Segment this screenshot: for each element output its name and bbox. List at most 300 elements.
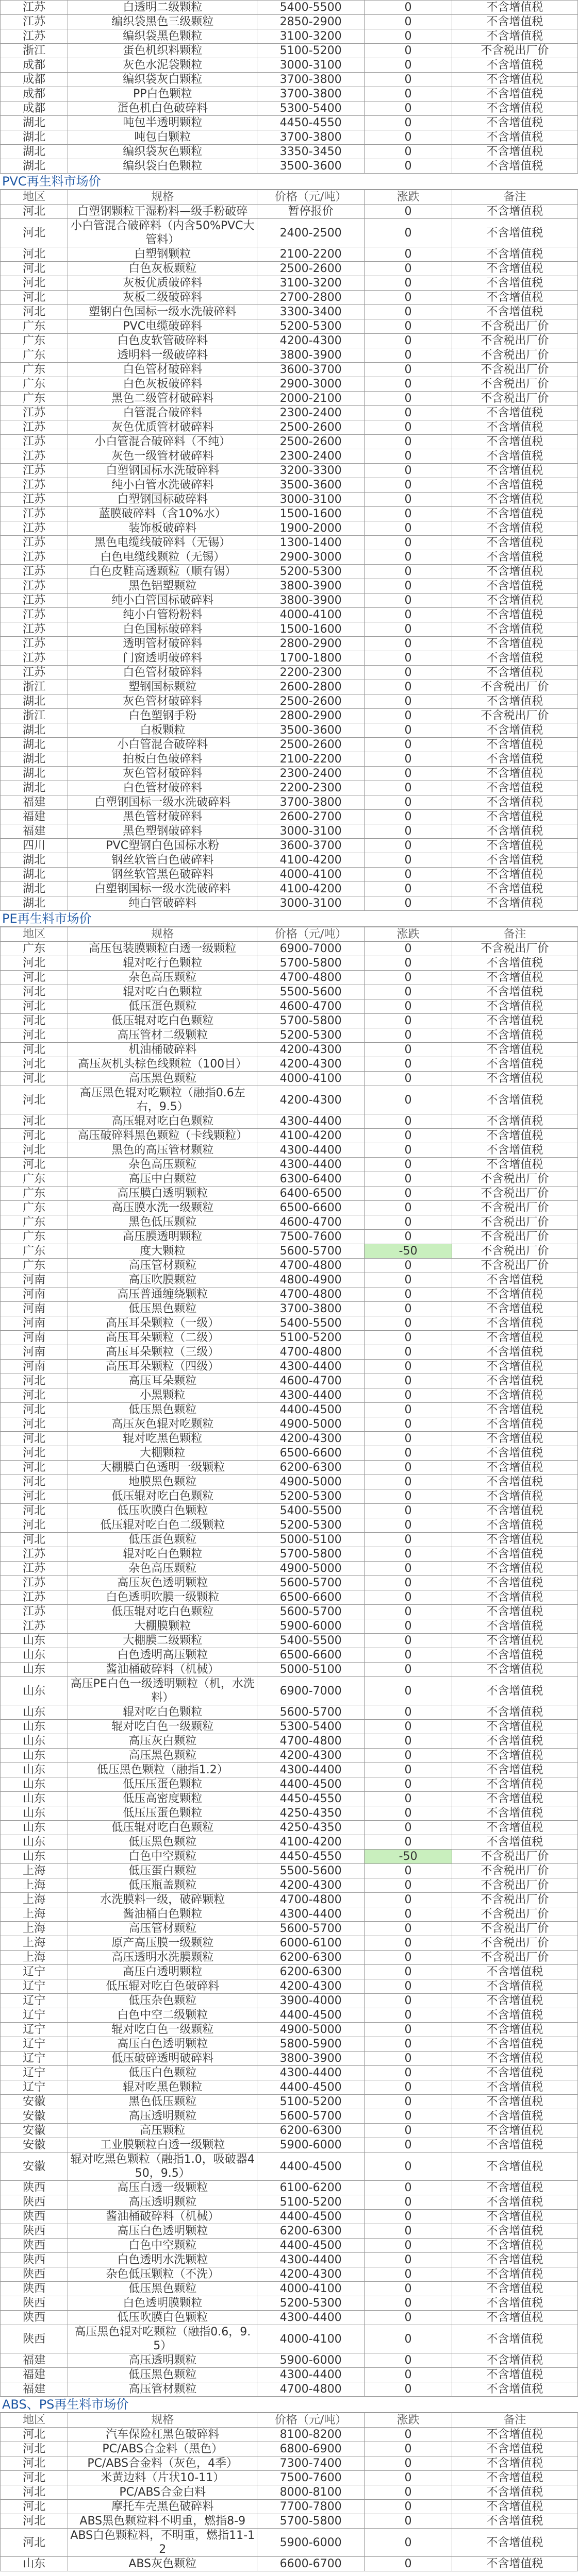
region-cell: 湖北	[1, 723, 68, 738]
change-cell: 0	[365, 130, 452, 145]
spec-cell: 低压辊对吃白色破碎料	[68, 1979, 257, 1994]
table-row	[1, 1979, 578, 1994]
spec-cell: 拍板白色破碎料	[68, 752, 257, 767]
table-row	[1, 1230, 578, 1244]
region-cell: 江苏	[1, 608, 68, 622]
remark-cell: 不含增值税	[452, 2456, 577, 2471]
price-section	[0, 174, 578, 911]
table-row	[1, 1345, 578, 1360]
region-cell: 成都	[1, 58, 68, 73]
table-row	[1, 723, 578, 738]
region-cell: 湖北	[1, 781, 68, 795]
spec-cell: 门窗透明破碎料	[68, 651, 257, 666]
spec-cell: 高压白色透明颗粒	[68, 2224, 257, 2239]
remark-cell: 不含增值税	[452, 868, 577, 882]
spec-cell: 塑钢国标颗粒	[68, 680, 257, 694]
price-cell: 3800-3900	[257, 2052, 365, 2066]
region-cell: 福建	[1, 2382, 68, 2397]
table-row	[1, 839, 578, 853]
remark-cell: 不含增值税	[452, 87, 577, 101]
spec-cell: PVC电缆破碎料	[68, 319, 257, 334]
remark-cell: 不含增值税	[452, 1360, 577, 1374]
region-cell: 安徽	[1, 2153, 68, 2181]
price-cell: 6200-6300	[257, 2224, 365, 2239]
spec-cell: 酱油桶白色颗粒	[68, 1907, 257, 1922]
region-cell: 河北	[1, 1461, 68, 1475]
price-cell: 4400-4500	[257, 2239, 365, 2253]
spec-cell: 吨包半透明颗粒	[68, 116, 257, 130]
price-cell: 5300-5400	[257, 1720, 365, 1734]
change-cell: 0	[365, 58, 452, 73]
remark-cell: 不含增值税	[452, 435, 577, 449]
section-title: PVC再生料市场价	[0, 174, 578, 190]
remark-cell: 不含增值税	[452, 853, 577, 868]
change-cell: 0	[365, 1590, 452, 1605]
price-cell: 5100-5200	[257, 1331, 365, 1345]
change-cell: 0	[365, 2181, 452, 2195]
spec-cell: 吨包白颗粒	[68, 130, 257, 145]
remark-cell: 不含增值税	[452, 956, 577, 971]
remark-cell: 不含增值税	[452, 219, 577, 247]
remark-cell: 不含增值税	[452, 1648, 577, 1663]
spec-cell: PC/ABS合金料（灰色，4季）	[68, 2456, 257, 2471]
change-cell: 0	[365, 2529, 452, 2557]
table-row	[1, 348, 578, 363]
remark-cell: 不含税出厂价	[452, 1172, 577, 1187]
spec-cell: 低压破碎透明破碎料	[68, 2052, 257, 2066]
price-cell: 5600-5700	[257, 1922, 365, 1936]
change-cell: 0	[365, 1057, 452, 1072]
table-row	[1, 767, 578, 781]
change-cell: 0	[365, 2153, 452, 2181]
remark-cell: 不含增值税	[452, 1720, 577, 1734]
remark-cell: 不含增值税	[452, 1114, 577, 1129]
remark-cell: 不含增值税	[452, 205, 577, 219]
spec-cell: 白色电缆线颗粒（无锡）	[68, 550, 257, 565]
region-cell: 广东	[1, 1244, 68, 1259]
price-cell: 2900-3000	[257, 550, 365, 565]
table-row	[1, 2253, 578, 2267]
table-row	[1, 87, 578, 101]
region-cell: 福建	[1, 2353, 68, 2368]
price-cell: 2700-2800	[257, 291, 365, 305]
price-cell: 2200-2300	[257, 666, 365, 680]
region-cell: 山东	[1, 1749, 68, 1763]
change-cell: 0	[365, 1763, 452, 1777]
spec-cell: 高压透明水洗膜颗粒	[68, 1951, 257, 1965]
price-cell: 4200-4300	[257, 1432, 365, 1446]
price-cell: 3500-3600	[257, 723, 365, 738]
spec-cell: 度大颗粒	[68, 1244, 257, 1259]
table-row	[1, 1259, 578, 1273]
change-cell: 0	[365, 1432, 452, 1446]
table-row	[1, 1504, 578, 1518]
region-cell: 四川	[1, 839, 68, 853]
change-cell: 0	[365, 1072, 452, 1086]
price-cell: 4100-4200	[257, 1129, 365, 1143]
spec-cell: 杂色高压颗粒	[68, 971, 257, 985]
region-cell: 广东	[1, 1201, 68, 1215]
remark-cell: 不含增值税	[452, 1533, 577, 1547]
remark-cell: 不含增值税	[452, 2066, 577, 2080]
table-row	[1, 377, 578, 392]
change-cell: 0	[365, 853, 452, 868]
price-cell: 4000-4100	[257, 2282, 365, 2296]
remark-cell: 不含增值税	[452, 1, 577, 15]
table-row	[1, 130, 578, 145]
spec-cell: 高压黑色辊对吃颗粒（融指0.6，9.5）	[68, 2325, 257, 2353]
price-cell: 4700-4800	[257, 1893, 365, 1907]
region-cell: 山东	[1, 1763, 68, 1777]
spec-cell: 低压吹膜白色颗粒	[68, 2311, 257, 2325]
change-cell: 0	[365, 680, 452, 694]
table-row	[1, 464, 578, 478]
spec-cell: 高压白色透明颗粒	[68, 2037, 257, 2052]
region-cell: 湖北	[1, 882, 68, 896]
spec-cell: 灰色管材破碎料	[68, 767, 257, 781]
spec-cell: 白塑钢国标一级水洗破碎料	[68, 882, 257, 896]
spec-cell: 纯白管破碎料	[68, 896, 257, 911]
price-cell: 4200-4300	[257, 1086, 365, 1114]
table-row	[1, 1605, 578, 1619]
region-cell: 河北	[1, 2442, 68, 2456]
remark-cell: 不含税出厂价	[452, 680, 577, 694]
price-cell: 5500-5600	[257, 1864, 365, 1878]
region-cell: 江苏	[1, 550, 68, 565]
price-cell: 2300-2400	[257, 767, 365, 781]
remark-cell: 不含增值税	[452, 2353, 577, 2368]
region-cell: 浙江	[1, 709, 68, 723]
change-cell: 0	[365, 2066, 452, 2080]
spec-cell: 高压白透一级颗粒	[68, 2181, 257, 2195]
remark-cell: 不含增值税	[452, 1605, 577, 1619]
spec-cell: 辊对吃白色颗粒	[68, 1547, 257, 1562]
spec-cell: 辊对吃白色颗粒	[68, 1705, 257, 1720]
price-cell: 8000-8100	[257, 2485, 365, 2500]
table-row	[1, 1922, 578, 1936]
spec-cell: 塑钢白色国标一级水洗破碎料	[68, 305, 257, 319]
price-cell: 4300-4400	[257, 1114, 365, 1129]
table-row	[1, 536, 578, 550]
price-cell: 4250-4350	[257, 1806, 365, 1821]
price-cell: 4900-5000	[257, 1562, 365, 1576]
change-cell: 0	[365, 1417, 452, 1432]
region-cell: 陕西	[1, 2311, 68, 2325]
price-cell: 6400-6500	[257, 1187, 365, 1201]
table-row	[1, 1518, 578, 1533]
region-cell: 河北	[1, 2485, 68, 2500]
spec-cell: 编织袋黑色颗粒	[68, 29, 257, 44]
price-cell: 4600-4700	[257, 999, 365, 1014]
region-cell: 广东	[1, 1230, 68, 1244]
change-cell: 0	[365, 1893, 452, 1907]
price-section	[0, 2397, 578, 2571]
spec-cell: 辊对吃黑色颗粒	[68, 2080, 257, 2095]
table-row	[1, 752, 578, 767]
spec-cell: 白塑钢颗粒干湿粉料—级手粉破碎	[68, 205, 257, 219]
table-row	[1, 1475, 578, 1489]
change-cell: 0	[365, 882, 452, 896]
remark-cell: 不含税出厂价	[452, 319, 577, 334]
remark-cell: 不含增值税	[452, 15, 577, 29]
remark-cell: 不含增值税	[452, 1432, 577, 1446]
region-cell: 河北	[1, 1158, 68, 1172]
price-cell: 4250-4350	[257, 1821, 365, 1835]
region-cell: 福建	[1, 795, 68, 810]
change-cell: 0	[365, 1014, 452, 1028]
spec-cell: 低压白色颗粒	[68, 2066, 257, 2080]
change-cell: 0	[365, 1114, 452, 1129]
price-cell: 4300-4400	[257, 2311, 365, 2325]
column-header: 涨跌	[365, 927, 452, 942]
price-cell: 4450-4550	[257, 1792, 365, 1806]
region-cell: 安徽	[1, 2124, 68, 2138]
table-row	[1, 1331, 578, 1345]
region-cell: 河北	[1, 2471, 68, 2485]
column-header: 地区	[1, 190, 68, 205]
table-row	[1, 44, 578, 58]
change-cell: 0	[365, 651, 452, 666]
spec-cell: 辊对吃黑色颗粒（融指1.0，吸破器450，9.5）	[68, 2153, 257, 2181]
change-cell: 0	[365, 1677, 452, 1705]
remark-cell: 不含税出厂价	[452, 709, 577, 723]
remark-cell: 不含增值税	[452, 2514, 577, 2529]
price-cell: 5200-5300	[257, 1489, 365, 1504]
change-cell: 0	[365, 348, 452, 363]
region-cell: 河北	[1, 1446, 68, 1461]
spec-cell: 高压管材颗粒	[68, 2382, 257, 2397]
change-cell: 0	[365, 1965, 452, 1979]
price-cell: 4600-4700	[257, 1215, 365, 1230]
spec-cell: 高压PE白色一级透明颗粒（机，水洗料）	[68, 1677, 257, 1705]
table-row	[1, 1287, 578, 1302]
region-cell: 江苏	[1, 507, 68, 521]
region-cell: 陕西	[1, 2325, 68, 2353]
table-row	[1, 435, 578, 449]
remark-cell: 不含增值税	[452, 2239, 577, 2253]
remark-cell: 不含增值税	[452, 1677, 577, 1705]
region-cell: 陕西	[1, 2296, 68, 2311]
spec-cell: 低压黑色颗粒	[68, 2368, 257, 2382]
region-cell: 山东	[1, 1850, 68, 1864]
change-cell: 0	[365, 15, 452, 29]
change-cell: 0	[365, 666, 452, 680]
region-cell: 山东	[1, 1806, 68, 1821]
price-cell: 2800-2900	[257, 637, 365, 651]
table-row	[1, 1951, 578, 1965]
region-cell: 河南	[1, 1360, 68, 1374]
price-cell: 1700-1800	[257, 651, 365, 666]
change-cell: 0	[365, 1922, 452, 1936]
spec-cell: 高压透明颗粒	[68, 2353, 257, 2368]
spec-cell: 高压耳朵颗粒（二级）	[68, 1331, 257, 1345]
remark-cell: 不含增值税	[452, 1979, 577, 1994]
remark-cell: 不含增值税	[452, 637, 577, 651]
price-cell: 4700-4800	[257, 1259, 365, 1273]
region-cell: 上海	[1, 1864, 68, 1878]
region-cell: 山东	[1, 1648, 68, 1663]
region-cell: 上海	[1, 1951, 68, 1965]
spec-cell: 黑色低压颗粒	[68, 1215, 257, 1230]
price-cell: 5400-5500	[257, 1634, 365, 1648]
spec-cell: 低压辊对吃白色二级颗粒	[68, 1518, 257, 1533]
spec-cell: 高压管材二级颗粒	[68, 1028, 257, 1043]
table-row	[1, 1547, 578, 1562]
change-cell: 0	[365, 810, 452, 824]
remark-cell: 不含税出厂价	[452, 1951, 577, 1965]
region-cell: 辽宁	[1, 2008, 68, 2023]
region-cell: 河南	[1, 1345, 68, 1360]
region-cell: 江苏	[1, 420, 68, 435]
table-row	[1, 1114, 578, 1129]
column-header: 涨跌	[365, 190, 452, 205]
remark-cell: 不含税出厂价	[452, 1864, 577, 1878]
table-row	[1, 2382, 578, 2397]
region-cell: 河北	[1, 1388, 68, 1403]
table-row	[1, 2124, 578, 2138]
spec-cell: 大棚膜颗粒	[68, 1619, 257, 1634]
spec-cell: 白色中空二级颗粒	[68, 2008, 257, 2023]
price-cell: 3350-3450	[257, 145, 365, 159]
remark-cell: 不含税出厂价	[452, 1893, 577, 1907]
change-cell: 0	[365, 1605, 452, 1619]
spec-cell: 低压压蛋色颗粒	[68, 1777, 257, 1792]
spec-cell: 低压黑色颗粒	[68, 2282, 257, 2296]
price-cell: 3800-3900	[257, 579, 365, 594]
table-row	[1, 1201, 578, 1215]
remark-cell: 不含增值税	[452, 276, 577, 291]
region-cell: 河北	[1, 219, 68, 247]
price-cell: 4200-4300	[257, 334, 365, 348]
spec-cell: 白色灰板破碎料	[68, 377, 257, 392]
spec-cell: 黑色铝塑颗粒	[68, 579, 257, 594]
spec-cell: 白透明二级颗粒	[68, 1, 257, 15]
region-cell: 江苏	[1, 651, 68, 666]
remark-cell: 不含增值税	[452, 1388, 577, 1403]
spec-cell: 低压压蛋色颗粒	[68, 1806, 257, 1821]
region-cell: 河北	[1, 1504, 68, 1518]
change-cell: 0	[365, 2109, 452, 2124]
price-cell: 5200-5300	[257, 1028, 365, 1043]
change-cell: 0	[365, 1576, 452, 1590]
table-row	[1, 882, 578, 896]
region-cell: 江苏	[1, 1619, 68, 1634]
price-cell: 4100-4200	[257, 882, 365, 896]
spec-cell: 高压灰白颗粒	[68, 1734, 257, 1749]
table-row	[1, 2109, 578, 2124]
spec-cell: 白色管材破碎料	[68, 781, 257, 795]
spec-cell: 蓝膜破碎料（含10%水）	[68, 507, 257, 521]
table-header-row	[1, 927, 578, 942]
spec-cell: 机油桶破碎料	[68, 1043, 257, 1057]
spec-cell: 高压透明颗粒	[68, 2109, 257, 2124]
spec-cell: 黑色低压颗粒	[68, 2095, 257, 2109]
change-cell: 0	[365, 622, 452, 637]
change-cell: 0	[365, 2557, 452, 2571]
column-header: 价格（元/吨）	[257, 927, 365, 942]
spec-cell: 编织袋灰色颗粒	[68, 145, 257, 159]
change-cell: 0	[365, 1720, 452, 1734]
region-cell: 辽宁	[1, 2066, 68, 2080]
table-row	[1, 2500, 578, 2514]
table-row	[1, 521, 578, 536]
region-cell: 辽宁	[1, 1979, 68, 1994]
spec-cell: 白色中空颗粒	[68, 2239, 257, 2253]
remark-cell: 不含增值税	[452, 1590, 577, 1605]
price-cell: 2800-2900	[257, 709, 365, 723]
region-cell: 江苏	[1, 579, 68, 594]
region-cell: 河南	[1, 1316, 68, 1331]
price-cell: 2100-2200	[257, 247, 365, 262]
remark-cell: 不含增值税	[452, 1994, 577, 2008]
table-row	[1, 1835, 578, 1850]
price-cell: 1900-2000	[257, 521, 365, 536]
remark-cell: 不含增值税	[452, 2368, 577, 2382]
remark-cell: 不含增值税	[452, 2095, 577, 2109]
change-cell: 0	[365, 205, 452, 219]
spec-cell: 白色透明膜颗粒	[68, 2296, 257, 2311]
table-row	[1, 2471, 578, 2485]
table-row	[1, 1965, 578, 1979]
price-cell: 6000-6100	[257, 1936, 365, 1951]
price-cell: 7500-7600	[257, 1230, 365, 1244]
price-cell: 5200-5300	[257, 565, 365, 579]
region-cell: 辽宁	[1, 2052, 68, 2066]
remark-cell: 不含增值税	[452, 781, 577, 795]
price-cell: 4300-4400	[257, 1763, 365, 1777]
region-cell: 河南	[1, 1273, 68, 1287]
change-cell: 0	[365, 2514, 452, 2529]
remark-cell: 不含增值税	[452, 1835, 577, 1850]
remark-cell: 不含增值税	[452, 810, 577, 824]
price-cell: 3000-3100	[257, 493, 365, 507]
change-cell: 0	[365, 985, 452, 999]
change-cell: 0	[365, 1864, 452, 1878]
region-cell: 河北	[1, 1432, 68, 1446]
change-cell: 0	[365, 767, 452, 781]
spec-cell: 编织袋白色颗粒	[68, 159, 257, 174]
table-row	[1, 507, 578, 521]
price-cell: 3000-3100	[257, 896, 365, 911]
spec-cell: 辊对吃行色颗粒	[68, 956, 257, 971]
remark-cell: 不含增值税	[452, 666, 577, 680]
price-cell: 5000-5100	[257, 1533, 365, 1547]
change-cell: 0	[365, 1302, 452, 1316]
spec-cell: 灰色优质管材破碎料	[68, 420, 257, 435]
spec-cell: 高压管材颗粒	[68, 1922, 257, 1936]
region-cell: 江苏	[1, 464, 68, 478]
change-cell: 0	[365, 145, 452, 159]
change-cell: 0	[365, 637, 452, 651]
region-cell: 山东	[1, 1663, 68, 1677]
table-row	[1, 738, 578, 752]
change-cell: 0	[365, 709, 452, 723]
remark-cell: 不含增值税	[452, 2195, 577, 2210]
price-cell: 4700-4800	[257, 2382, 365, 2397]
price-cell: 5900-6000	[257, 2353, 365, 2368]
table-row	[1, 1057, 578, 1072]
remark-cell: 不含增值税	[452, 2109, 577, 2124]
spec-cell: 白色皮鞋高透颗粒（顺有锡）	[68, 565, 257, 579]
region-cell: 广东	[1, 363, 68, 377]
change-cell: 0	[365, 435, 452, 449]
region-cell: 江苏	[1, 565, 68, 579]
table-row	[1, 1172, 578, 1187]
change-cell: 0	[365, 536, 452, 550]
region-cell: 湖北	[1, 145, 68, 159]
remark-cell: 不含增值税	[452, 2485, 577, 2500]
change-cell: 0	[365, 1562, 452, 1576]
